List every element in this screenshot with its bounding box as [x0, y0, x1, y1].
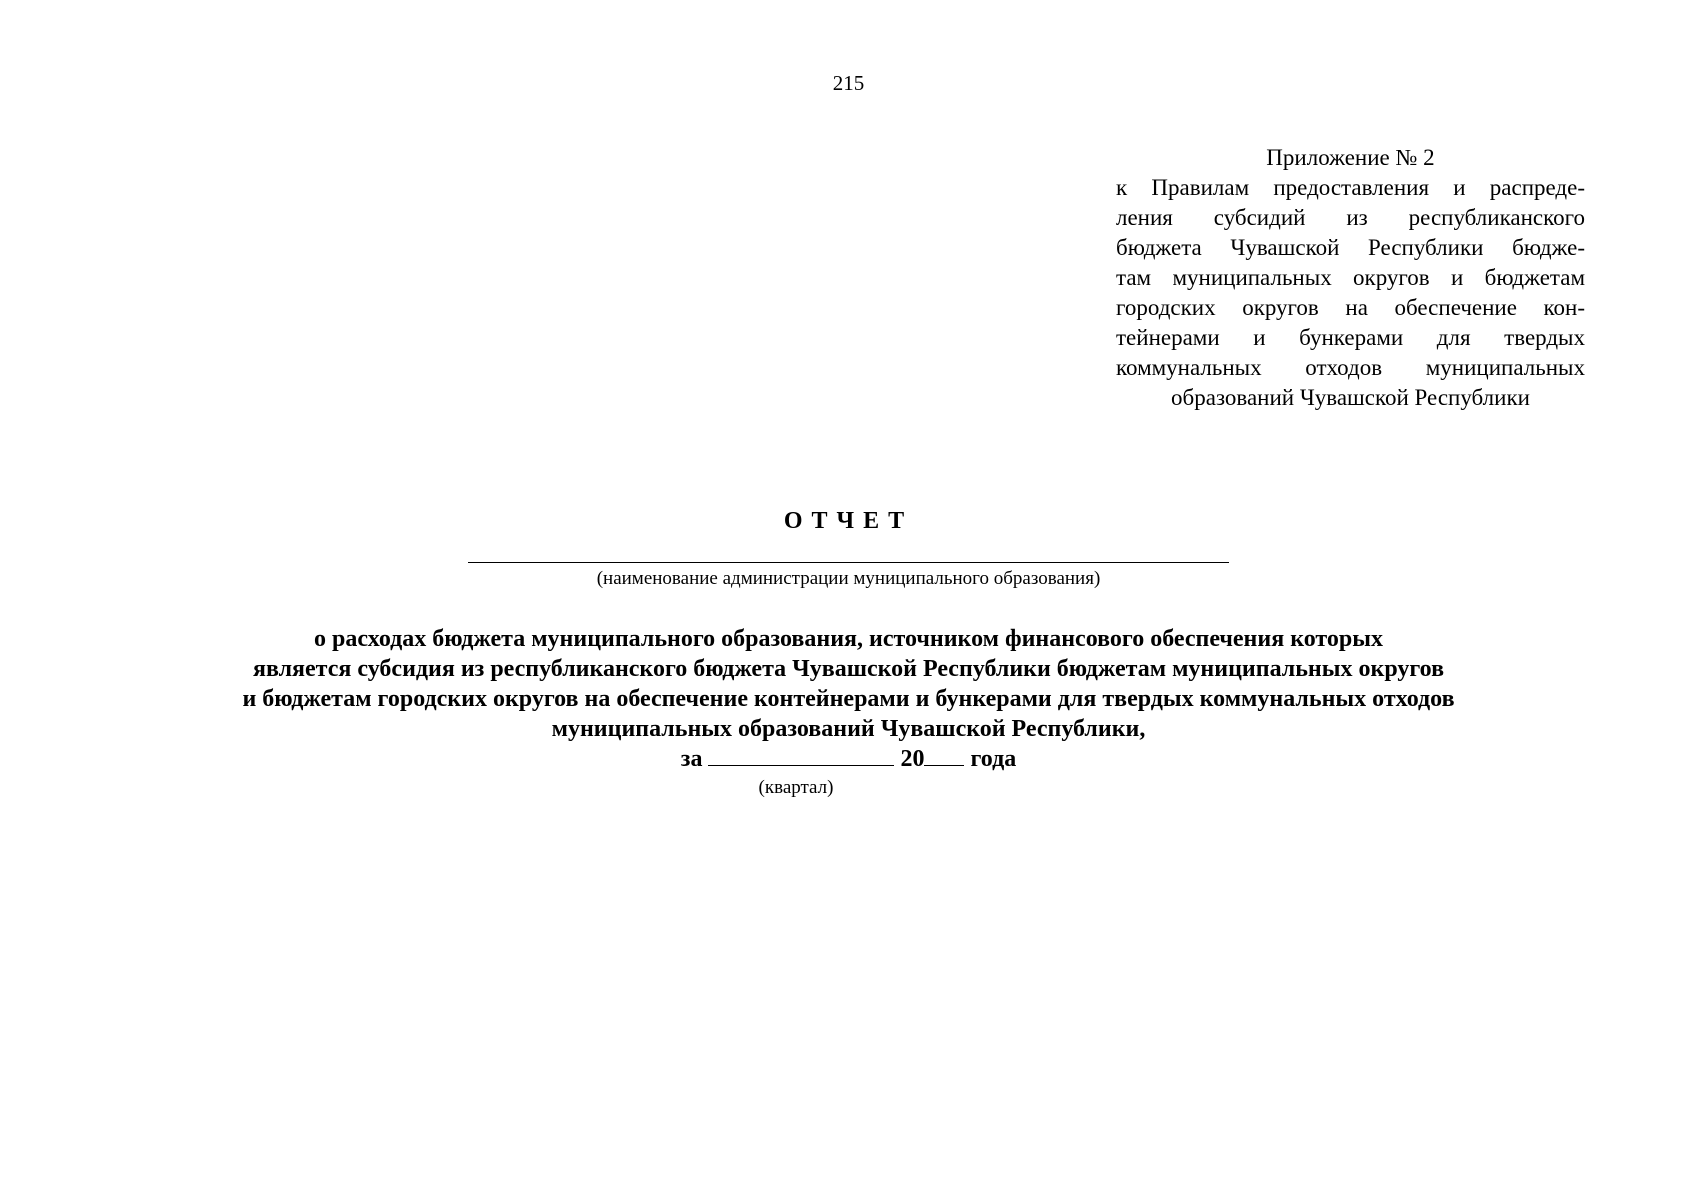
appendix-line: образований Чувашской Республики	[1171, 385, 1530, 410]
year-blank-field[interactable]	[924, 745, 964, 766]
year-prefix: 20	[900, 746, 925, 772]
admin-name-caption: (наименование администрации муниципального образования)	[596, 568, 1101, 589]
report-title: ОТЧЕТ	[783, 508, 914, 534]
appendix-line: бюджета Чувашской Республики бюдже-	[1116, 235, 1585, 260]
admin-name-field-line[interactable]	[468, 562, 1229, 563]
subtitle-line: и бюджетам городских округов на обеспечение контейнерами и бункерами для твердых коммунальных отходов	[242, 686, 1455, 712]
report-period-line	[0, 744, 1697, 774]
period-suffix: года	[970, 746, 1017, 772]
report-subtitle	[0, 624, 1697, 744]
appendix-line: тейнерами и бункерами для твердых	[1116, 325, 1585, 350]
appendix-line: ления субсидий из республиканского	[1116, 205, 1585, 230]
appendix-block	[1116, 143, 1585, 413]
quarter-caption: (квартал)	[758, 777, 834, 798]
page-number: 215	[832, 71, 865, 95]
subtitle-line: является субсидия из республиканского бюджета Чувашской Республики бюджетам муниципальных округов	[252, 656, 1445, 682]
appendix-title: Приложение № 2	[1266, 145, 1435, 170]
subtitle-line: о расходах бюджета муниципального образования, источником финансового обеспечения которых	[314, 626, 1383, 652]
appendix-line: коммунальных отходов муниципальных	[1116, 355, 1585, 380]
appendix-line: к Правилам предоставления и распреде-	[1116, 175, 1585, 200]
appendix-line: городских округов на обеспечение кон-	[1116, 295, 1585, 320]
quarter-blank-field[interactable]	[708, 745, 894, 766]
subtitle-line: муниципальных образований Чувашской Республики,	[551, 716, 1146, 742]
period-prefix: за	[680, 746, 703, 772]
appendix-line: там муниципальных округов и бюджетам	[1116, 265, 1585, 290]
